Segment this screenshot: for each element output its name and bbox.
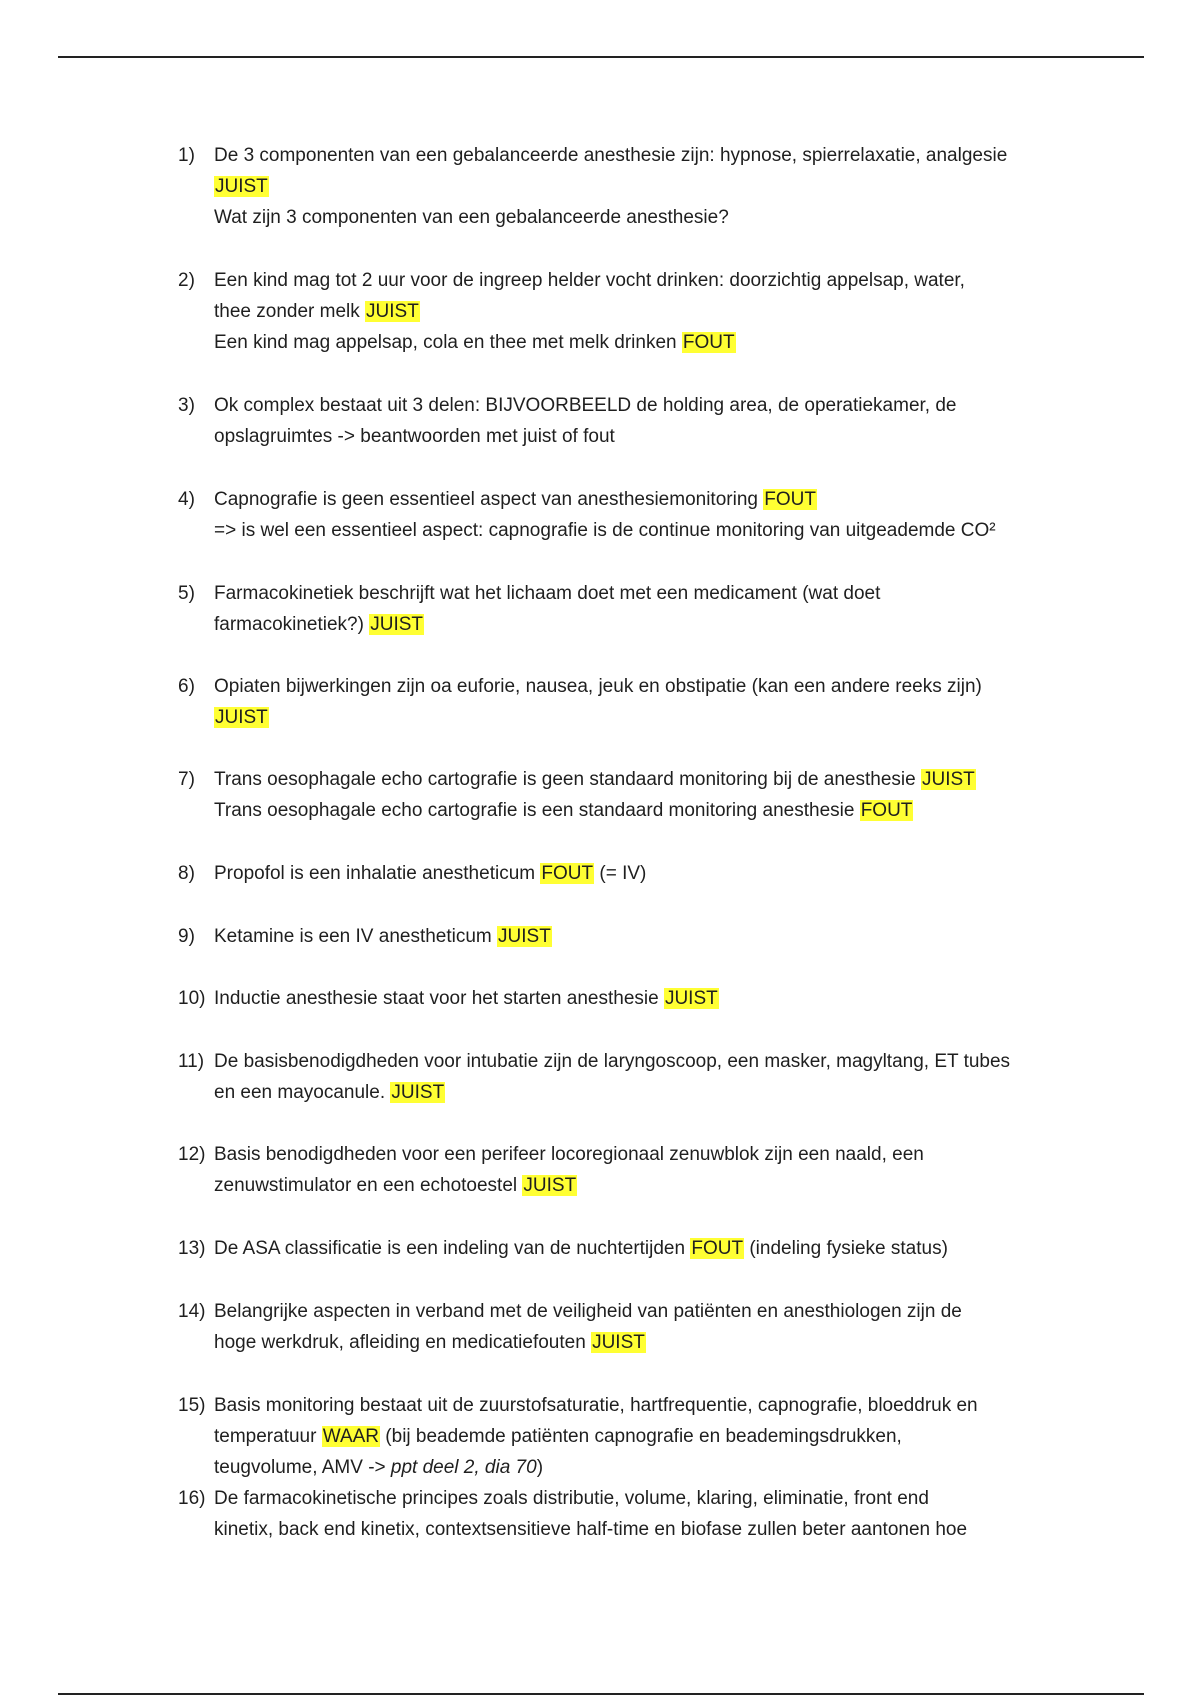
question-line xyxy=(214,764,1078,795)
question-number: 16) xyxy=(178,1488,206,1509)
question-body xyxy=(214,1233,1078,1264)
question-body xyxy=(214,983,1078,1014)
question-line xyxy=(214,1327,1078,1358)
question-number: 10) xyxy=(178,988,206,1009)
question-item xyxy=(178,921,1078,952)
question-body xyxy=(214,764,1078,826)
question-body xyxy=(214,1139,1078,1201)
question-number: 3) xyxy=(178,395,195,416)
question-line xyxy=(214,296,1078,327)
question-item xyxy=(178,1390,1078,1483)
answer-highlight: WAAR xyxy=(322,1426,380,1447)
question-number: 2) xyxy=(178,270,195,291)
question-item xyxy=(178,390,1078,452)
line-text: => is wel een essentieel aspect: capnografie is de continue monitoring van uitgeademde CO² xyxy=(214,520,996,541)
answer-highlight: FOUT xyxy=(860,800,913,821)
question-line xyxy=(214,1296,1078,1327)
question-line xyxy=(214,671,1078,702)
question-number: 4) xyxy=(178,489,195,510)
question-line xyxy=(214,327,1078,358)
question-number: 7) xyxy=(178,769,195,790)
question-line xyxy=(214,1139,1078,1170)
question-item xyxy=(178,983,1078,1014)
question-body xyxy=(214,1483,1078,1545)
answer-highlight: JUIST xyxy=(921,769,975,790)
question-item xyxy=(178,858,1078,889)
line-text: Propofol is een inhalatie anestheticum xyxy=(214,863,541,884)
question-body xyxy=(214,671,1078,733)
line-text: Een kind mag appelsap, cola en thee met melk drinken xyxy=(214,332,682,353)
answer-highlight: FOUT xyxy=(691,1238,744,1259)
answer-highlight: JUIST xyxy=(664,988,718,1009)
question-body xyxy=(214,578,1078,640)
line-text: Belangrijke aspecten in verband met de veiligheid van patiënten en anesthiologen zijn de xyxy=(214,1301,962,1322)
bottom-rule xyxy=(58,1693,1144,1695)
question-line xyxy=(214,921,1078,952)
line-text: en een mayocanule. xyxy=(214,1082,391,1103)
question-line xyxy=(214,1170,1078,1201)
answer-highlight: JUIST xyxy=(391,1082,445,1103)
question-line xyxy=(214,390,1078,421)
line-text: Wat zijn 3 componenten van een gebalanceerde anesthesie? xyxy=(214,207,729,228)
question-line xyxy=(214,1233,1078,1264)
question-body xyxy=(214,140,1078,233)
answer-highlight: JUIST xyxy=(370,614,424,635)
line-text: ) xyxy=(536,1457,544,1478)
question-number: 13) xyxy=(178,1238,206,1259)
question-number: 14) xyxy=(178,1301,206,1322)
question-item xyxy=(178,1483,1078,1545)
answer-highlight: JUIST xyxy=(366,301,419,322)
question-body xyxy=(214,1046,1078,1108)
line-text: hoge werkdruk, afleiding en medicatiefouten xyxy=(214,1332,592,1353)
line-text: Basis benodigdheden voor een perifeer locoregionaal zenuwblok zijn een naald, een xyxy=(214,1144,924,1165)
question-line xyxy=(214,1077,1078,1108)
line-text: zenuwstimulator en een echotoestel xyxy=(214,1175,523,1196)
question-item xyxy=(178,764,1078,826)
question-line xyxy=(214,421,1078,452)
question-item xyxy=(178,140,1078,233)
question-line xyxy=(214,202,1078,233)
line-text: Trans oesophagale echo cartografie is een standaard monitoring anesthesie xyxy=(214,800,860,821)
line-text: (indeling fysieke status) xyxy=(744,1238,948,1259)
answer-highlight: FOUT xyxy=(682,332,735,353)
line-text: opslagruimtes -> beantwoorden met juist of fout xyxy=(214,426,615,447)
question-line xyxy=(214,983,1078,1014)
question-number: 15) xyxy=(178,1395,206,1416)
line-text: De farmacokinetische principes zoals distributie, volume, klaring, eliminatie, front end xyxy=(214,1488,929,1509)
answer-highlight: JUIST xyxy=(592,1332,645,1353)
line-text: Capnografie is geen essentieel aspect van anesthesiemonitoring xyxy=(214,489,764,510)
question-number: 5) xyxy=(178,583,195,604)
answer-highlight: FOUT xyxy=(541,863,594,884)
question-item xyxy=(178,484,1078,546)
question-number: 9) xyxy=(178,926,195,947)
question-line xyxy=(214,1483,1078,1514)
question-line xyxy=(214,171,1078,202)
line-text: Farmacokinetiek beschrijft wat het lichaam doet met een medicament (wat doet xyxy=(214,583,881,604)
line-text: (= IV) xyxy=(594,863,647,884)
question-body xyxy=(214,265,1078,358)
top-rule xyxy=(58,56,1144,58)
line-text: Inductie anesthesie staat voor het starten anesthesie xyxy=(214,988,664,1009)
question-number: 12) xyxy=(178,1144,206,1165)
question-line xyxy=(214,1046,1078,1077)
question-body xyxy=(214,390,1078,452)
line-text: thee zonder melk xyxy=(214,301,366,322)
answer-highlight: JUIST xyxy=(498,926,551,947)
question-item xyxy=(178,265,1078,358)
line-text: kinetix, back end kinetix, contextsensitieve half-time en biofase zullen beter aantonen hoe xyxy=(214,1519,968,1540)
answer-highlight: JUIST xyxy=(215,176,268,197)
question-body xyxy=(214,858,1078,889)
question-item xyxy=(178,1296,1078,1358)
question-number: 8) xyxy=(178,863,195,884)
question-line xyxy=(214,702,1078,733)
line-text: De ASA classificatie is een indeling van de nuchtertijden xyxy=(214,1238,691,1259)
question-item xyxy=(178,1139,1078,1201)
question-item xyxy=(178,578,1078,640)
question-body xyxy=(214,1296,1078,1358)
line-text: Trans oesophagale echo cartografie is geen standaard monitoring bij de anesthesie xyxy=(214,769,921,790)
line-text: (bij beademde patiënten capnografie en beademingsdrukken, xyxy=(380,1426,902,1447)
line-text: De basisbenodigdheden voor intubatie zijn de laryngoscoop, een masker, magyltang, ET tubes xyxy=(214,1051,1011,1072)
question-item xyxy=(178,671,1078,733)
question-item xyxy=(178,1233,1078,1264)
question-body xyxy=(214,484,1078,546)
question-line xyxy=(214,265,1078,296)
line-text: temperatuur xyxy=(214,1426,322,1447)
question-item xyxy=(178,1046,1078,1108)
question-number: 1) xyxy=(178,145,195,166)
answer-highlight: JUIST xyxy=(523,1175,577,1196)
answer-highlight: FOUT xyxy=(764,489,816,510)
question-line xyxy=(214,1421,1078,1452)
question-line xyxy=(214,140,1078,171)
question-line xyxy=(214,515,1078,546)
line-text: Opiaten bijwerkingen zijn oa euforie, nausea, jeuk en obstipatie (kan een andere reeks zijn) xyxy=(214,676,982,697)
question-line xyxy=(214,609,1078,640)
question-number: 11) xyxy=(178,1051,205,1072)
question-body xyxy=(214,921,1078,952)
line-text: Ok complex bestaat uit 3 delen: BIJVOORBEELD de holding area, de operatiekamer, de xyxy=(214,395,957,416)
line-text: teugvolume, AMV -> xyxy=(214,1457,391,1478)
line-text: farmacokinetiek?) xyxy=(214,614,370,635)
question-line xyxy=(214,1514,1078,1545)
question-number: 6) xyxy=(178,676,195,697)
question-line xyxy=(214,578,1078,609)
question-line xyxy=(214,795,1078,826)
question-line xyxy=(214,1390,1078,1421)
line-text: De 3 componenten van een gebalanceerde anesthesie zijn: hypnose, spierrelaxatie, analgesie xyxy=(214,145,1008,166)
line-text: Ketamine is een IV anestheticum xyxy=(214,926,498,947)
line-text: Basis monitoring bestaat uit de zuurstofsaturatie, hartfrequentie, capnografie, bloeddruk en xyxy=(214,1395,978,1416)
question-line xyxy=(214,858,1078,889)
line-text: Een kind mag tot 2 uur voor de ingreep helder vocht drinken: doorzichtig appelsap, water, xyxy=(214,270,965,291)
question-line xyxy=(214,484,1078,515)
question-body xyxy=(214,1390,1078,1483)
reference-text: ppt deel 2, dia 70 xyxy=(390,1457,537,1478)
answer-highlight: JUIST xyxy=(215,707,268,728)
question-line xyxy=(214,1452,1078,1483)
